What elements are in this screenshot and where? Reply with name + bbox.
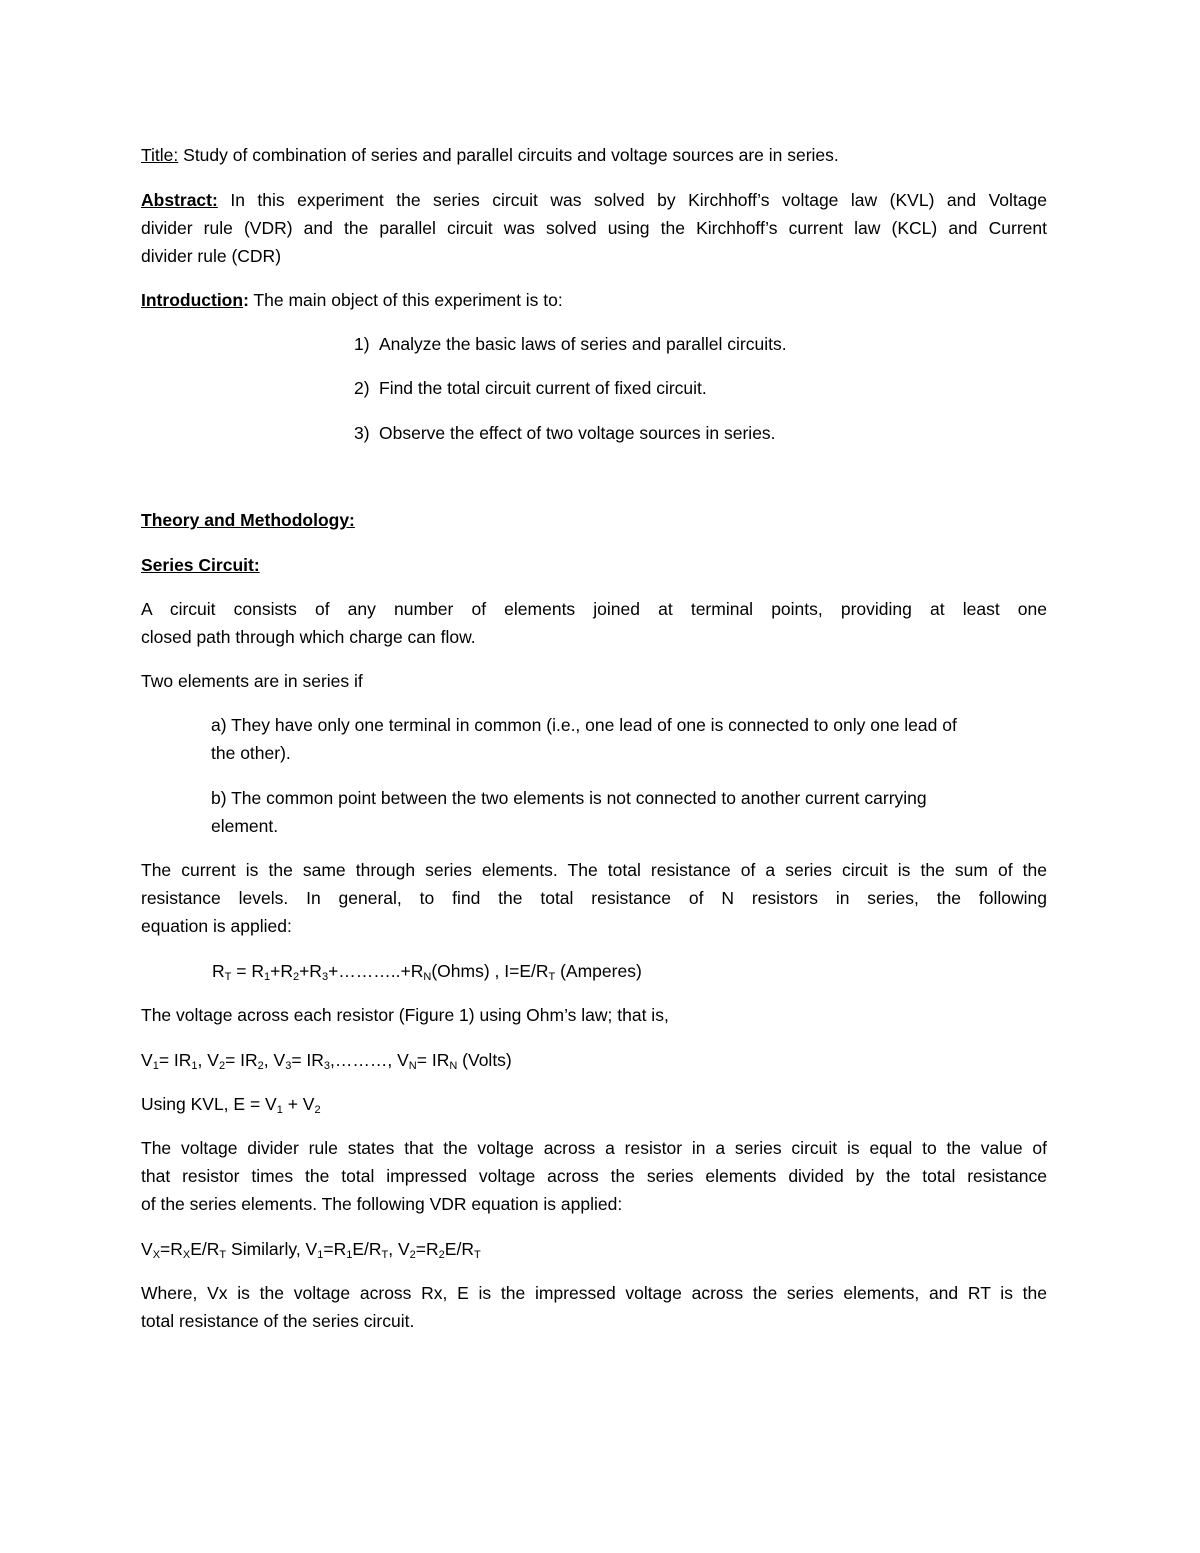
equation-vdr: $V_X=R_XE/R_T$ Similarly, $V_1=R_1E/R_T$, $V_2=R_2E/R_T$ — [141, 1239, 481, 1261]
abstract-line-3: divider rule (CDR) — [141, 246, 282, 266]
paragraph-line: The voltage divider rule states that the voltage across a resistor in a series circuit is equal to the value of — [141, 1138, 1047, 1158]
condition-b-line-1: b) The common point between the two elements is not connected to another current carrying — [211, 788, 927, 808]
equation-kvl: Using KVL, $E = V_1 + V_2$ — [141, 1094, 321, 1116]
abstract-line-2: divider rule (VDR) and the parallel circuit was solved using the Kirchhoff’s current law (KCL) and Current — [141, 218, 1047, 238]
paragraph-line: The current is the same through series elements. The total resistance of a series circuit is the sum of the — [141, 860, 1047, 880]
abstract-line-1: Abstract: In this experiment the series circuit was solved by Kirchhoff’s voltage law (KVL) and Voltage — [141, 190, 1047, 210]
paragraph-line: that resistor times the total impressed voltage across the series elements divided by the total resistance — [141, 1166, 1047, 1186]
paragraph-line: closed path through which charge can flow. — [141, 627, 476, 647]
paragraph-line: equation is applied: — [141, 916, 292, 936]
paragraph-line: total resistance of the series circuit. — [141, 1311, 415, 1331]
title-label: Title: — [141, 145, 179, 165]
paragraph-line: The voltage across each resistor (Figure 1) using Ohm’s law; that is, — [141, 1005, 669, 1025]
equation-ohms-law: $V_1= IR_1$, $V_2= IR_2$, $V_3=$ $IR_3,\dots\dots\dots$, $V_N= IR_N$ (Volts) — [141, 1050, 512, 1072]
theory-heading: Theory and Methodology: — [141, 510, 355, 530]
introduction-line: Introduction: The main object of this experiment is to: — [141, 290, 563, 310]
abstract-label: Abstract: — [141, 190, 218, 210]
paragraph-line: of the series elements. The following VDR equation is applied: — [141, 1194, 623, 1214]
list-item: 1) Analyze the basic laws of series and parallel circuits. — [354, 334, 787, 354]
series-circuit-heading: Series Circuit: — [141, 555, 260, 575]
list-item: 2) Find the total circuit current of fixed circuit. — [354, 378, 707, 398]
title-line — [141, 141, 839, 169]
equation-total-resistance: $R_T$ = $R_1+R_2+R_3+\dots\dots\dots..+R_N(Ohms)$ , $I=E/R_T$ (Amperes) — [212, 961, 642, 983]
condition-a-line-1: a) They have only one terminal in common (i.e., one lead of one is connected to only one lead of — [211, 715, 957, 735]
title-text: Study of combination of series and parallel circuits and voltage sources are in series. — [178, 145, 839, 165]
condition-a-line-2: the other). — [211, 743, 291, 763]
paragraph-line: Two elements are in series if — [141, 671, 363, 691]
condition-b-line-2: element. — [211, 816, 279, 836]
introduction-label: Introduction — [141, 290, 244, 310]
paragraph-line: A circuit consists of any number of elements joined at terminal points, providing at least one — [141, 599, 1047, 619]
paragraph-line: Where, Vx is the voltage across Rx, E is the impressed voltage across the series elements, and RT is the — [141, 1283, 1047, 1303]
paragraph-line: resistance levels. In general, to find the total resistance of N resistors in series, the following — [141, 888, 1047, 908]
list-item: 3) Observe the effect of two voltage sources in series. — [354, 423, 776, 443]
